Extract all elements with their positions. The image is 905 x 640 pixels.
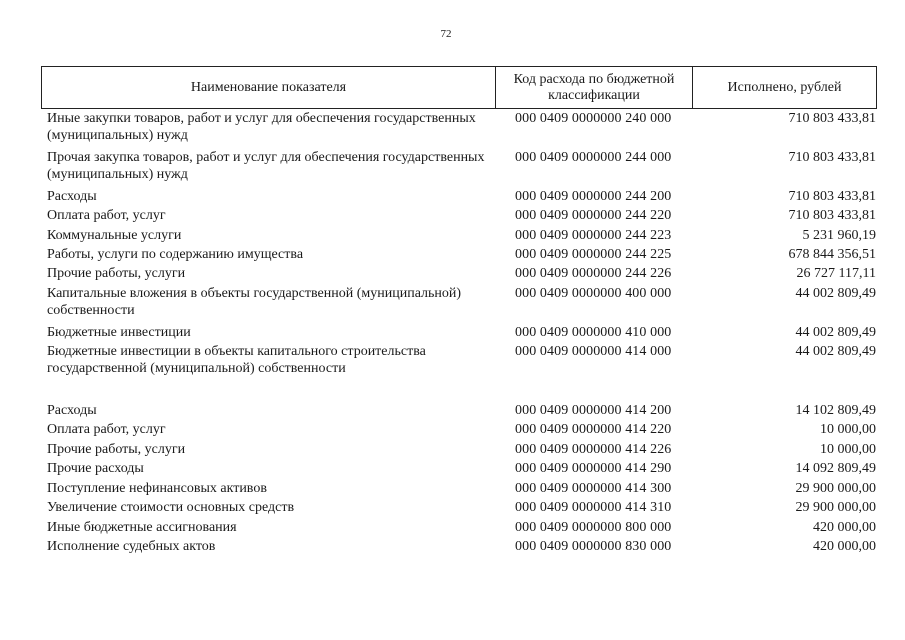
row-amount: 710 803 433,81 bbox=[788, 150, 876, 165]
row-name: Иные бюджетные ассигнования bbox=[47, 520, 237, 535]
table-header bbox=[41, 66, 877, 109]
row-code: 000 0409 0000000 244 225 bbox=[515, 247, 672, 262]
row-name: Исполнение судебных актов bbox=[47, 539, 216, 554]
row-amount: 710 803 433,81 bbox=[788, 208, 876, 223]
row-name: Бюджетные инвестиции bbox=[47, 325, 191, 340]
row-amount: 10 000,00 bbox=[820, 422, 876, 437]
row-code: 000 0409 0000000 414 220 bbox=[515, 422, 672, 437]
row-code: 000 0409 0000000 414 226 bbox=[515, 442, 672, 457]
row-amount: 420 000,00 bbox=[813, 520, 876, 535]
row-name: Прочие работы, услуги bbox=[47, 442, 186, 457]
row-name: Прочая закупка товаров, работ и услуг для обеспечения государственных (муниципальных) нужд bbox=[47, 150, 485, 182]
column-header-name: Наименование показателя bbox=[42, 67, 496, 108]
row-amount: 10 000,00 bbox=[820, 442, 876, 457]
column-header-code: Код расхода по бюджетной классификации bbox=[496, 67, 693, 108]
row-amount: 44 002 809,49 bbox=[795, 325, 876, 340]
row-code: 000 0409 0000000 414 000 bbox=[515, 344, 672, 359]
row-code: 000 0409 0000000 240 000 bbox=[515, 111, 672, 126]
row-code: 000 0409 0000000 830 000 bbox=[515, 539, 672, 554]
row-amount: 26 727 117,11 bbox=[796, 266, 876, 281]
row-amount: 5 231 960,19 bbox=[802, 228, 876, 243]
row-amount: 710 803 433,81 bbox=[788, 111, 876, 126]
row-name: Оплата работ, услуг bbox=[47, 208, 166, 223]
row-name: Расходы bbox=[47, 403, 97, 418]
row-name: Коммунальные услуги bbox=[47, 228, 182, 243]
row-code: 000 0409 0000000 414 200 bbox=[515, 403, 672, 418]
row-name: Увеличение стоимости основных средств bbox=[47, 500, 295, 515]
row-code: 000 0409 0000000 400 000 bbox=[515, 286, 672, 301]
row-name: Прочие работы, услуги bbox=[47, 266, 186, 281]
row-code: 000 0409 0000000 414 310 bbox=[515, 500, 672, 515]
row-amount: 44 002 809,49 bbox=[795, 344, 876, 359]
row-name: Прочие расходы bbox=[47, 461, 144, 476]
row-name: Иные закупки товаров, работ и услуг для обеспечения государственных (муниципальных) нужд bbox=[47, 111, 476, 143]
row-amount: 14 102 809,49 bbox=[795, 403, 876, 418]
row-name: Поступление нефинансовых активов bbox=[47, 481, 267, 496]
row-amount: 29 900 000,00 bbox=[795, 481, 876, 496]
row-name: Работы, услуги по содержанию имущества bbox=[47, 247, 304, 262]
row-code: 000 0409 0000000 244 223 bbox=[515, 228, 672, 243]
row-code: 000 0409 0000000 244 200 bbox=[515, 189, 672, 204]
column-header-amount: Исполнено, рублей bbox=[727, 79, 842, 95]
row-name: Капитальные вложения в объекты государственной (муниципальной) собственности bbox=[47, 286, 462, 318]
row-code: 000 0409 0000000 244 226 bbox=[515, 266, 672, 281]
row-code: 000 0409 0000000 800 000 bbox=[515, 520, 672, 535]
row-amount: 420 000,00 bbox=[813, 539, 876, 554]
row-code: 000 0409 0000000 244 220 bbox=[515, 208, 672, 223]
page-number: 72 bbox=[440, 28, 452, 40]
row-amount: 44 002 809,49 bbox=[795, 286, 876, 301]
row-code: 000 0409 0000000 414 300 bbox=[515, 481, 672, 496]
row-amount: 14 092 809,49 bbox=[795, 461, 876, 476]
row-amount: 29 900 000,00 bbox=[795, 500, 876, 515]
row-code: 000 0409 0000000 410 000 bbox=[515, 325, 672, 340]
row-name: Оплата работ, услуг bbox=[47, 422, 166, 437]
row-amount: 678 844 356,51 bbox=[788, 247, 876, 262]
row-code: 000 0409 0000000 244 000 bbox=[515, 150, 672, 165]
row-code: 000 0409 0000000 414 290 bbox=[515, 461, 672, 476]
row-name: Бюджетные инвестиции в объекты капитального строительства государственной (муниципальной) собственности bbox=[47, 344, 426, 376]
row-name: Расходы bbox=[47, 189, 97, 204]
row-amount: 710 803 433,81 bbox=[788, 189, 876, 204]
